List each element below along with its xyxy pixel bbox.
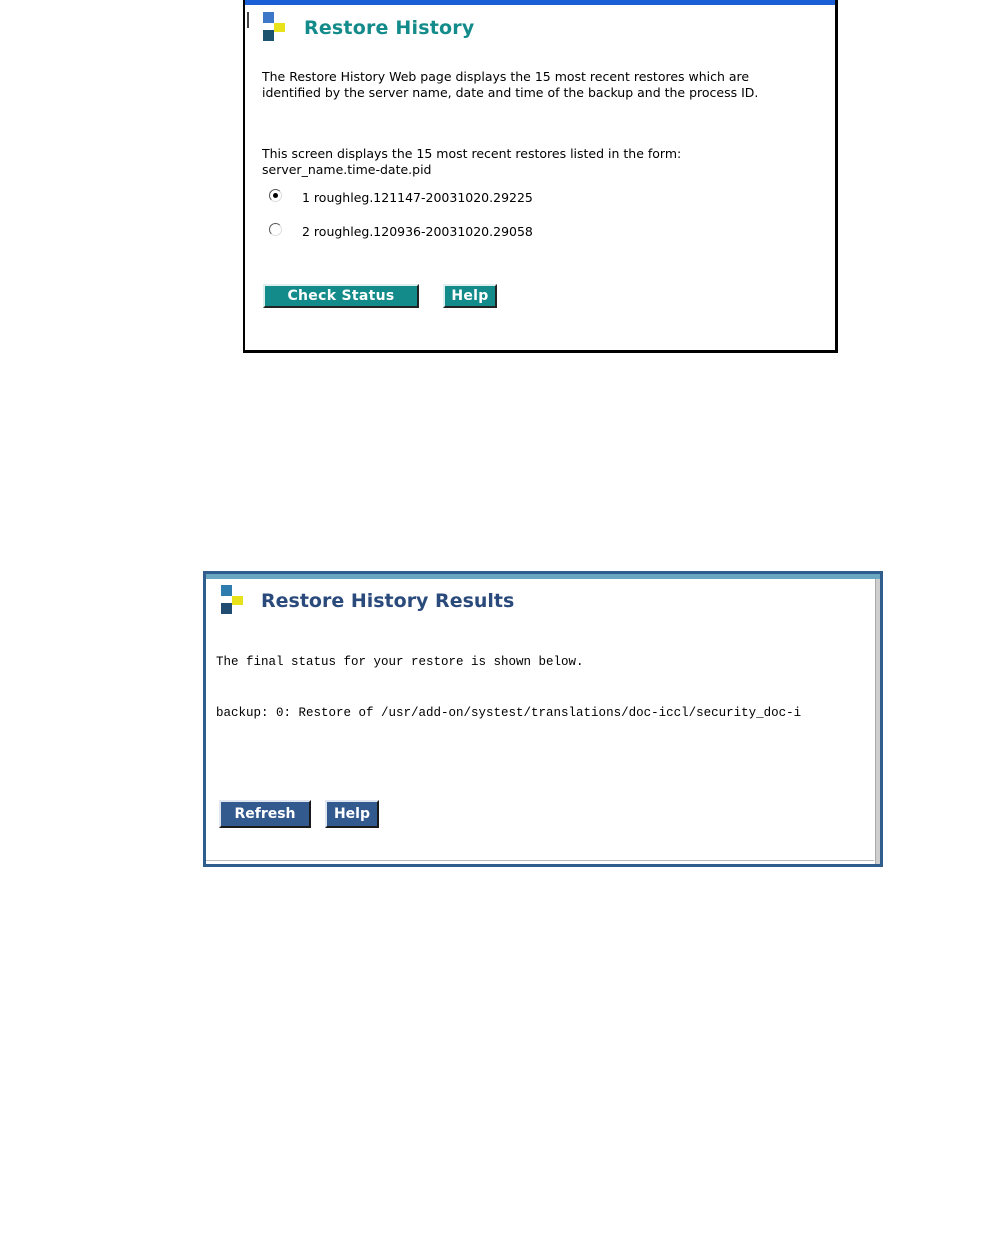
check-status-button[interactable]: Check Status xyxy=(263,284,419,308)
page-title: Restore History Results xyxy=(261,590,515,612)
restore-option-2[interactable] xyxy=(269,224,533,239)
radio-button[interactable] xyxy=(269,223,282,236)
description-text: The Restore History Web page displays the 15 most recent restores which are identified by the server name, date and time of the backup and the process ID. xyxy=(262,69,759,100)
restore-option-label: 2 roughleg.120936-20031020.29058 xyxy=(302,224,533,239)
restore-log-line: backup: 0: Restore of /usr/add-on/systest/translations/doc-iccl/security_doc-i xyxy=(216,706,802,720)
radio-button-selected[interactable] xyxy=(269,189,282,202)
restore-option-1[interactable] xyxy=(269,190,533,205)
refresh-button[interactable]: Refresh xyxy=(219,800,311,828)
page-title: Restore History xyxy=(304,17,475,39)
scrollbar-edge[interactable] xyxy=(875,579,880,864)
form-note xyxy=(262,146,802,178)
app-logo-icon xyxy=(263,12,287,42)
app-logo-icon xyxy=(221,585,245,615)
help-button[interactable]: Help xyxy=(443,284,497,308)
status-text: The final status for your restore is shown below. xyxy=(216,655,584,669)
restore-history-panel xyxy=(243,0,838,353)
form-note-line: This screen displays the 15 most recent restores listed in the form: xyxy=(262,146,682,161)
panel-top-bar xyxy=(245,0,835,5)
window-edge-marker xyxy=(247,12,249,28)
restore-history-results-panel xyxy=(203,571,883,867)
restore-option-label: 1 roughleg.121147-20031020.29225 xyxy=(302,190,533,205)
panel-top-bar xyxy=(206,574,880,579)
form-note-format: server_name.time-date.pid xyxy=(262,162,432,177)
divider xyxy=(206,860,874,861)
help-button[interactable]: Help xyxy=(325,800,379,828)
